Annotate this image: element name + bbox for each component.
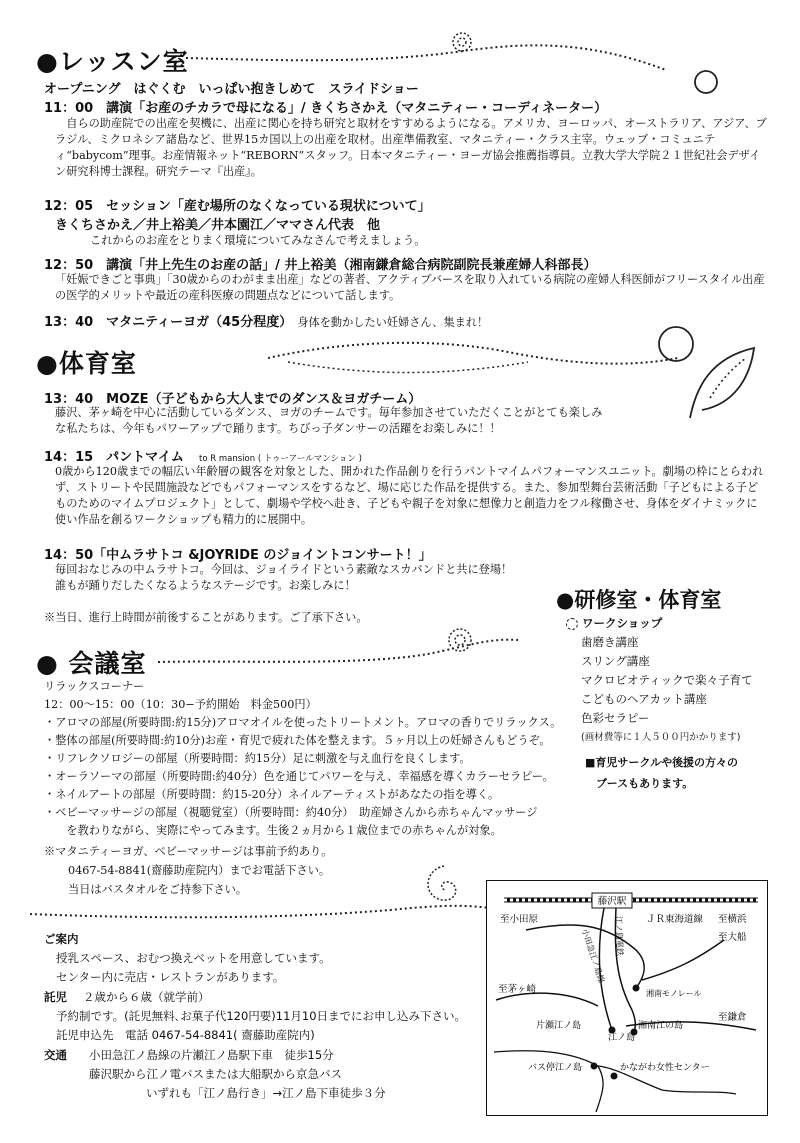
guide-line: 授乳スペース、おむつ換えベットを用意しています。 [56, 951, 331, 965]
circle-booth-note-2: ブースもあります。 [596, 777, 694, 790]
lesson-program-2-heading: 12：05 セッション「産む場所のなくなっている現状について」 [44, 199, 431, 214]
reservation-note: ※マタニティーヨガ、ベビーマッサージは事前予約あり。 [44, 845, 333, 858]
fujisawa-station-label: 藤沢駅 [597, 896, 627, 907]
relax-item: ・アロマの部屋(所要時間:約15分)アロマオイルを使ったトリートメント。アロマの香りでリラックス。 [44, 716, 562, 729]
to-kamakura-label: 至鎌倉 [718, 1012, 747, 1023]
shonan-enoshima-dot [633, 985, 640, 992]
training-room-title: ●研修室・体育室 [556, 588, 722, 612]
relax-item: を教わりながら、実際にやってみます。生後２ヵ月から１歳位までの赤ちゃんが対象。 [44, 824, 502, 837]
meeting-room-title: ● 会議室 [36, 649, 147, 678]
odakyu-label: 小田急江ノ島線 [580, 927, 606, 984]
childcare-row [44, 988, 210, 1007]
dotted-circle-icon [566, 618, 578, 630]
bus-stop-dot [591, 1063, 598, 1070]
swirl-decoration [158, 620, 538, 680]
reservation-phone: 0467-54-8841(齋藤助産院内）までお電話下さい。 [68, 864, 331, 877]
access-line: 藤沢駅から江ノ電バスまたは大船駅から京急バス [89, 1067, 342, 1081]
circle-decoration [692, 68, 722, 98]
relax-corner-time: 12：00～15：00（10：30−予約開始 料金500円） [44, 698, 317, 711]
lesson-room-title: ●レッスン室 [36, 47, 189, 76]
relax-corner-heading: リラックスコーナー [44, 680, 145, 693]
circle-booth-note-1: ■育児サークルや後援の方々の [585, 756, 739, 769]
gym-program-2 [44, 446, 362, 465]
relax-item: ・整体の部屋(所要時間:約10分)お産・育児で疲れた体を整えます。５ヶ月以上の妊婦さんもどうぞ。 [44, 734, 551, 747]
relax-item: ・ネイルアートの部屋（所要時間：約15-20分）ネイルアーティストがあなたの指を導く。 [44, 788, 500, 801]
lesson-program-2-description: これからのお産をとりまく環境についてみなさんで考えましょう。 [90, 234, 426, 247]
workshop-item: 歯磨き講座 [581, 635, 639, 649]
katase-label: 片瀬江ノ島 [536, 1021, 582, 1031]
gym-program-2-performer: to R mansion ( トゥーアールマンション ) [199, 454, 362, 464]
lesson-program-2-people: きくちさかえ／井上裕美／井本園江／ママさん代表 他 [55, 218, 381, 233]
guide-line: センター内に売店・レストランがあります。 [56, 970, 285, 984]
gym-program-3-description: 毎回おなじみの中ムラサトコ。今回は、ジョイライドという素敵なスカバンドと共に登場！誰もが踊りだしたくなるようなステージです。お楽しみに！ [55, 563, 513, 592]
childcare-age: ２歳から６歳（就学前） [83, 990, 210, 1004]
lesson-program-1-heading: 11：00 講演「お産のチカラで母になる」/ きくちさかえ（マタニティー・コーディネーター） [44, 101, 608, 116]
leaf-swirl-decoration [650, 318, 770, 428]
workshop-item: マクロビオティックで楽々子育て [581, 673, 753, 687]
jr-line-label: ＪＲ東海道線 [646, 914, 704, 925]
gym-program-1-description: 藤沢、茅ヶ崎を中心に活動しているダンス、ヨガのチームです。毎年参加させていただくことがとても楽しみな私たちは、今年もパワーアップで踊ります。ちびっ子ダンサーの活躍をお楽しみに！！ [55, 406, 603, 435]
to-yokohama-label: 至横浜 [718, 914, 747, 925]
schedule-note: ※当日、進行上時間が前後することがあります。ご了承下さい。 [44, 611, 368, 624]
access-map [486, 880, 768, 1116]
gym-program-3-heading: 14：50「中ムラサトコ &JOYRIDE のジョイントコンサート！」 [44, 548, 432, 563]
relax-item: ・リフレクソロジーの部屋（所要時間：約15分）足に刺激を与え血行を良くします。 [44, 752, 471, 765]
workshop-item: スリング講座 [581, 654, 650, 668]
gym-title: ●体育室 [36, 349, 137, 378]
gym-program-1-heading: 13：40 MOZE（子どもから大人までのダンス＆ヨガチーム） [44, 392, 422, 407]
center-label: かながわ女性センター [620, 1063, 710, 1073]
bus-stop-label: バス停江ノ島 [528, 1063, 583, 1073]
wave-decoration [268, 332, 688, 382]
spiral-decoration [414, 856, 474, 926]
to-chigasaki-label: 至茅ヶ崎 [498, 984, 537, 995]
opening-line: オープニング はぐくむ いっぱい抱きしめて スライドショー [44, 82, 419, 97]
workshop-heading [566, 614, 662, 633]
gym-program-2-heading: 14：15 パントマイム [44, 450, 184, 465]
lesson-program-4-description: 身体を動かしたい妊婦さん、集まれ！ [297, 316, 489, 329]
lesson-program-3-heading: 12：50 講演「井上先生のお産の話」/ 井上裕美（湘南鎌倉総合病院副院長兼産婦人科部長） [44, 258, 597, 273]
access-line: 小田急江ノ島線の片瀬江ノ島駅下車 徒歩15分 [89, 1048, 334, 1062]
childcare-reservation: 予約制です。(託児無料､お菓子代120円要)11月10日までにお申し込み下さい。 [56, 1009, 467, 1023]
towel-note: 当日はバスタオルをご持参下さい。 [68, 883, 248, 896]
childcare-contact: 託児申込先 電話 0467-54-8841( 齋藤助産院内) [56, 1028, 315, 1042]
monorail-label: 湘南モノレール [646, 989, 702, 998]
relax-item: ・オーラソーマの部屋（所要時間:約40分）色を通じてパワーを与え、幸福感を導くカラーセラピー。 [44, 770, 554, 783]
shonan-enoshima-label: 湘南江の島 [638, 1021, 684, 1031]
access-label: 交通 [44, 1048, 67, 1062]
workshop-item: こどものヘアカット講座 [581, 692, 707, 706]
lesson-program-4 [44, 311, 488, 331]
gym-program-2-description: 0歳から120歳までの幅広い年齢層の観客を対象とした、開かれた作品創りを行うパントマイムパフォーマンスユニット。劇場の枠にとらわれず、ストリートや民間施設などでもパフォーマンスをするなど、場に応じた作品を提供する。また、参加型舞台芸術活動「子どもによる子どものためのマイムプロジェクト」として、劇場や学校へ赴き、子どもや親子を対象に想像力と創造力をフル稼働させ、身体をダイナミックに使い作品を創るワークショップも精力的に展開中。 [55, 465, 764, 526]
enoshima-label: 江ノ島 [608, 1033, 636, 1043]
lesson-program-1-description: 自らの助産院での出産を契機に、出産に関心を持ち研究と取材をすすめるようになる。アメリカ、ヨーロッパ、オーストラリア、アジア、ブラジル、ミクロネシア諸島など、世界15カ国以上の出産を取材。出産準備教室、マタニティー・クラス主宰。ウェッブ・コミュニティ“babycom”理事。お産情報ネット“REBORN”スタッフ。日本マタニティー・ヨーガ協会推薦指導員。立教大学大学院２１世紀社会デザイン研究科博士課程。研究テーマ『出産』。 [55, 117, 767, 178]
enoden-label: 江ノ島電鉄 [614, 915, 625, 957]
center-dot [611, 1073, 618, 1080]
workshop-fee-note: (画材費等に１人５００円かかります) [581, 732, 741, 743]
to-odawara-label: 至小田原 [500, 914, 539, 925]
workshop-label: ワークショップ [582, 616, 663, 630]
guide-title: ご案内 [44, 932, 79, 946]
lesson-program-3-description: 「妊娠できごと事典」「30歳からのわがまま出産」などの著者、アクティブバースを取り入れている病院の産婦人科医師がフリースタイル出産の医学的メリットや最近の産科医療の問題点などについて話します。 [55, 273, 765, 302]
to-ofuna-label: 至大船 [718, 932, 747, 943]
access-line: いずれも「江ノ島行き」→江ノ島下車徒歩３分 [146, 1086, 386, 1100]
relax-item: ・ベビーマッサージの部屋（視聴覚室）（所要時間：約40分） 助産婦さんから赤ちゃんマッサージ [44, 806, 538, 819]
lesson-program-4-heading: 13：40 マタニティーヨガ（45分程度） [44, 315, 293, 330]
childcare-label: 託児 [44, 990, 67, 1004]
workshop-item: 色彩セラピー [581, 711, 650, 725]
